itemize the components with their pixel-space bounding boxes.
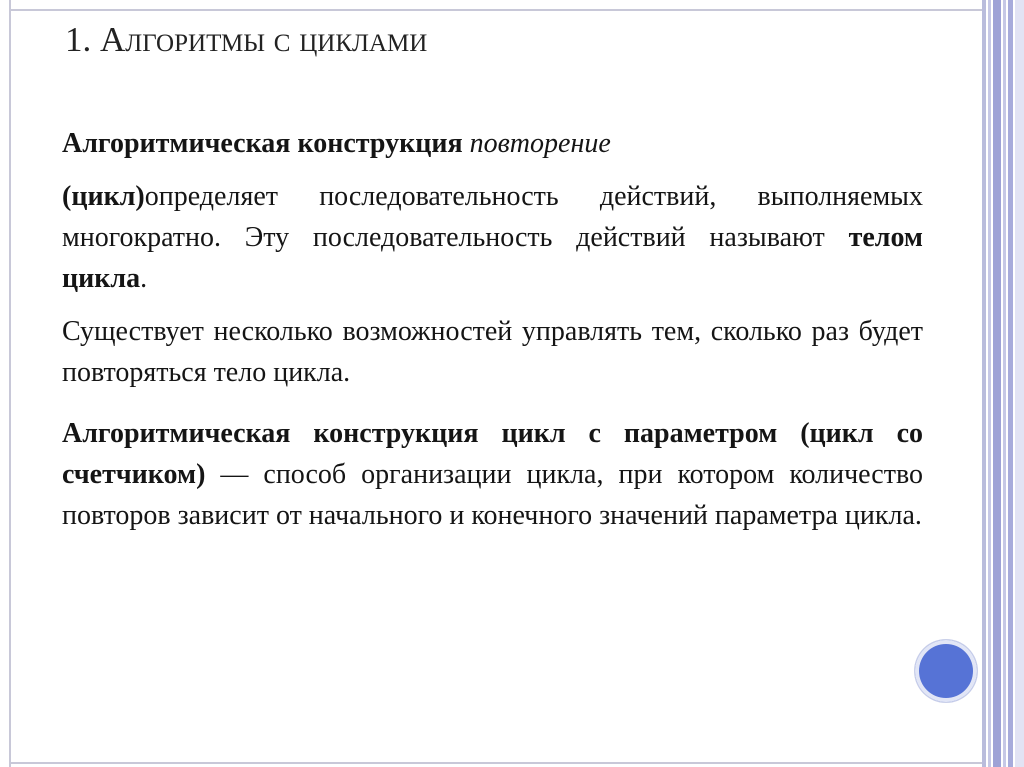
slide-title (65, 20, 427, 60)
stripe (1008, 0, 1013, 767)
stripe (993, 0, 1001, 767)
p2-bold-end: телом цикла (62, 222, 923, 294)
p3-text: Существует несколько возможностей управлять тем, сколько раз будет повторяться тело цикла. (62, 316, 923, 388)
slide-body (62, 123, 923, 536)
p1-italic: повторение (469, 128, 611, 159)
frame-left-line (9, 0, 11, 767)
right-decorative-stripes (982, 0, 1024, 767)
paragraph-2 (62, 176, 923, 299)
p2-text: определяет последовательность действий, выполняемых многократно. Эту последовательность действий называют (62, 181, 923, 253)
title-number: 1. (65, 20, 92, 59)
title-text: Алгоритмы с циклами (100, 20, 428, 59)
stripe (1003, 0, 1006, 767)
stripe (1015, 0, 1024, 767)
frame-top-line (9, 9, 984, 11)
decorative-circle-icon (915, 640, 977, 702)
p4-bold: Алгоритмическая конструкция цикл с параметром (цикл со счетчиком) (62, 418, 923, 490)
p2-bold-start: (цикл) (62, 181, 145, 212)
p4-text: — способ организации цикла, при котором количество повторов зависит от начального и конечного значений параметра цикла. (62, 459, 923, 531)
paragraph-3 (62, 311, 923, 393)
stripe (982, 0, 986, 767)
stripe (988, 0, 991, 767)
paragraph-1 (62, 123, 923, 164)
paragraph-4 (62, 413, 923, 536)
p2-period: . (140, 263, 148, 294)
p1-bold: Алгоритмическая конструкция (62, 128, 463, 159)
frame-bottom-line (9, 762, 984, 764)
